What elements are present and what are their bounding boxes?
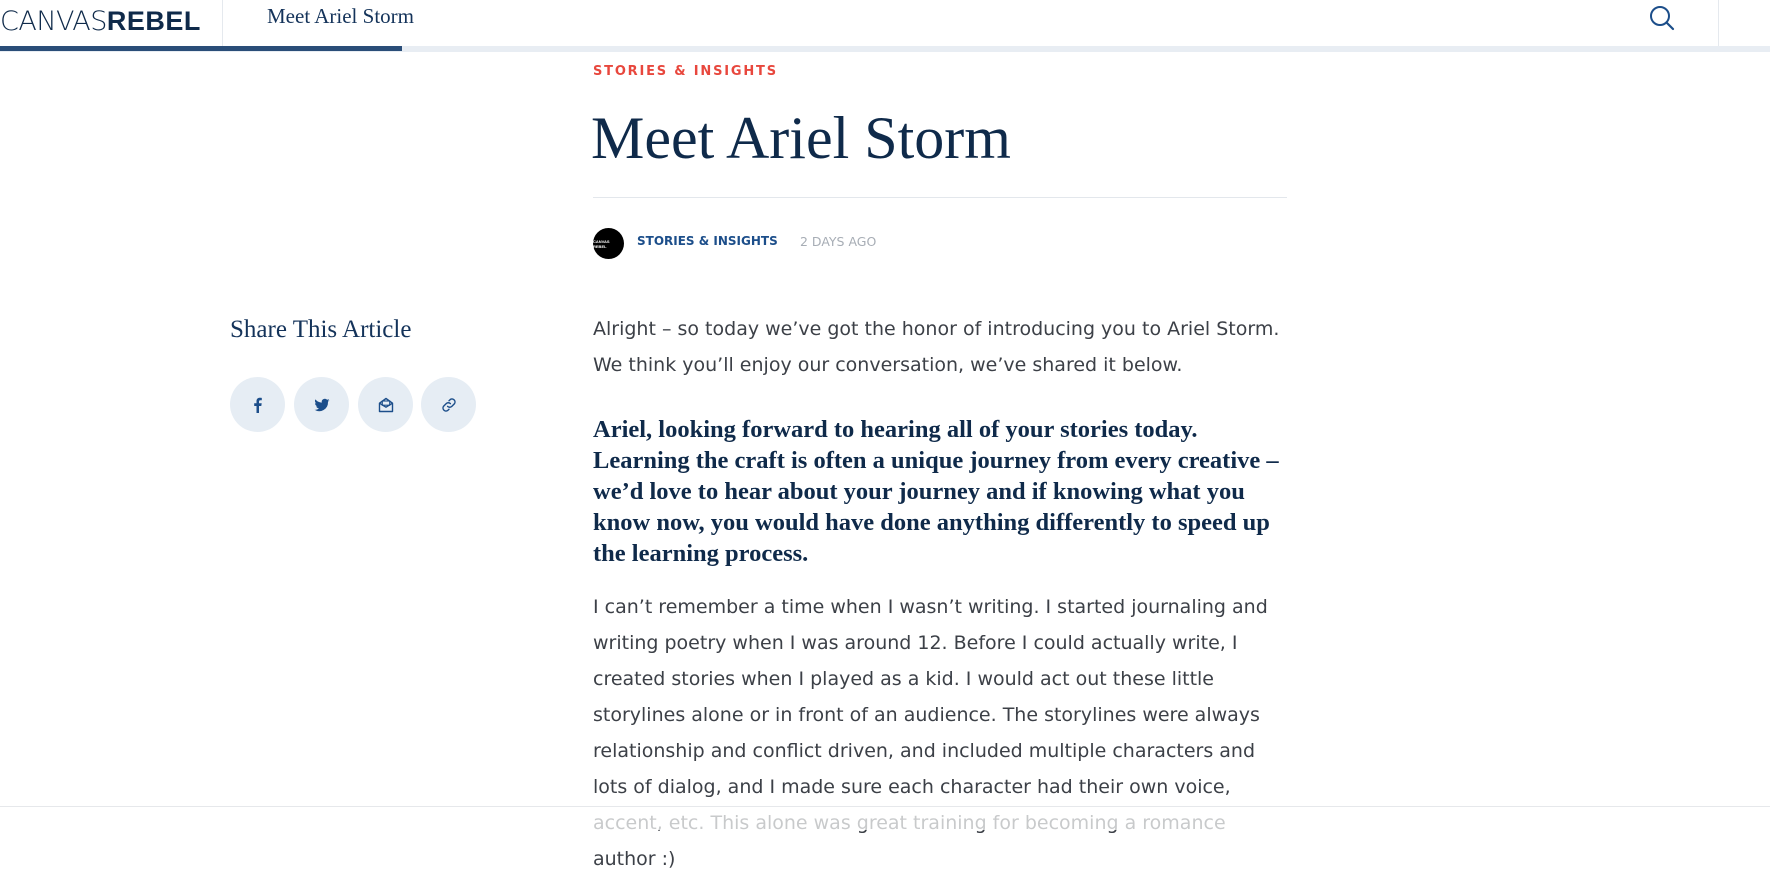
- facebook-icon: [249, 396, 267, 414]
- link-icon: [440, 396, 458, 414]
- share-copy-link-button[interactable]: [421, 377, 476, 432]
- header-article-title: Meet Ariel Storm: [267, 4, 414, 28]
- article-kicker[interactable]: STORIES & INSIGHTS: [593, 64, 778, 79]
- meta-category-link[interactable]: STORIES & INSIGHTS: [637, 234, 778, 248]
- share-facebook-button[interactable]: [230, 377, 285, 432]
- logo-text-light: CANVAS: [0, 6, 107, 37]
- meta-date: 2 DAYS AGO: [800, 234, 877, 249]
- search-button[interactable]: [1646, 2, 1678, 34]
- search-icon: [1646, 2, 1678, 34]
- article-intro: Alright – so today we’ve got the honor of introducing you to Ariel Storm. We think you’ll enjoy our conversation, we’ve shared it below.: [593, 318, 1280, 376]
- author-avatar[interactable]: [593, 228, 624, 259]
- share-twitter-button[interactable]: [294, 377, 349, 432]
- header-divider-right: [1718, 0, 1719, 46]
- avatar-logo-text: CANVAS REBEL: [593, 238, 610, 249]
- site-header: [0, 0, 1770, 46]
- reading-progress-bar: [0, 46, 402, 51]
- share-email-button[interactable]: [358, 377, 413, 432]
- interview-question: Ariel, looking forward to hearing all of your stories today. Learning the craft is often a unique journey from every creative – we’d love to hear about your journey and if knowing what you know now, you would have done anything differently to speed up the learning process.: [593, 416, 1279, 567]
- interview-answer: I can’t remember a time when I wasn’t writing. I started journaling and writing poetry when I was around 12. Before I could actually write, I created stories when I played as a kid. I would act out these little storylines alone or in front of an audience. The storylines were always relationship and conflict driven, and included multiple characters and lots of dialog, and I made sure each character had their own voice, author :): [593, 596, 1268, 870]
- share-title: Share This Article: [230, 316, 412, 343]
- twitter-icon: [313, 396, 331, 414]
- page-title: Meet Ariel Storm: [591, 105, 1011, 171]
- bottom-fade-overlay: [0, 806, 1770, 830]
- title-divider: [593, 197, 1287, 198]
- logo-text-bold: REBEL: [106, 6, 201, 36]
- header-divider: [222, 0, 223, 46]
- canvasrebel-logo[interactable]: [0, 3, 201, 39]
- email-icon: [377, 396, 395, 414]
